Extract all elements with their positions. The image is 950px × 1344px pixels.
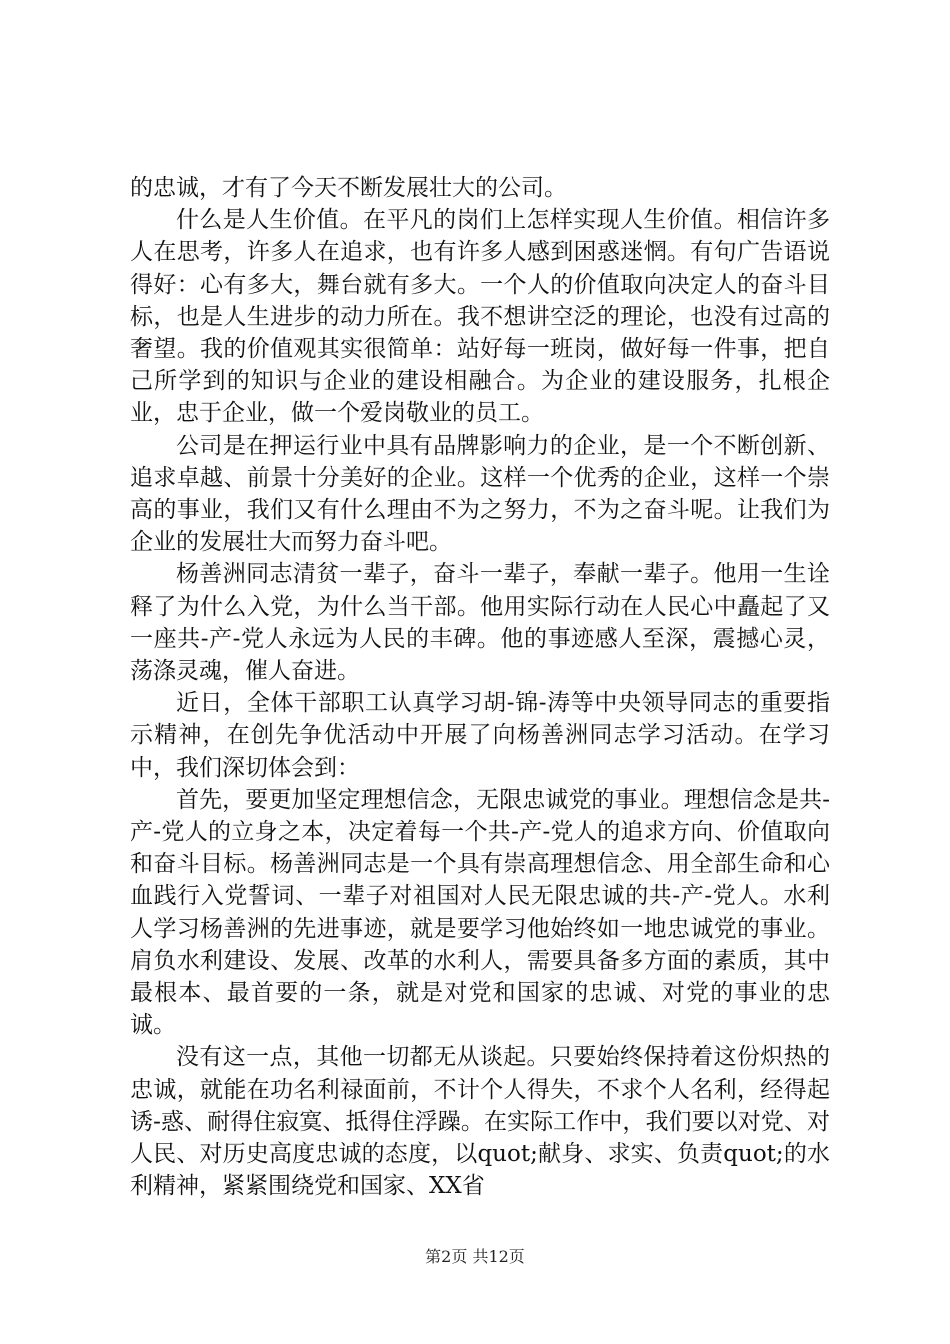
document-body	[130, 172, 830, 1203]
paragraph-company: 公司是在押运行业中具有品牌影响力的企业，是一个不断创新、追求卓越、前景十分美好的企业。这样一个优秀的企业，这样一个崇高的事业，我们又有什么理由不为之努力，不为之奋斗呢。让我们为企业的发展壮大而努力奋斗吧。	[130, 432, 830, 556]
paragraph-continuation: 的忠诚，才有了今天不断发展壮大的公司。	[130, 175, 567, 201]
paragraph-life-value: 什么是人生价值。在平凡的岗们上怎样实现人生价值。相信许多人在思考，许多人在追求，也有许多人感到困惑迷惘。有句广告语说得好：心有多大，舞台就有多大。一个人的价值取向决定人的奋斗目标，也是人生进步的动力所在。我不想讲空泛的理论，也没有过高的奢望。我的价值观其实很简单：站好每一班岗，做好每一件事，把自己所学到的知识与企业的建设相融合。为企业的建设服务，扎根企业，忠于企业，做一个爱岗敬业的员工。	[130, 207, 830, 427]
paragraph-loyalty: 没有这一点，其他一切都无从谈起。只要始终保持着这份炽热的忠诚，就能在功名利禄面前，不计个人得失，不求个人名利，经得起诱-惑、耐得住寂寞、抵得住浮躁。在实际工作中，我们要以对党、对人民、对历史高度忠诚的态度，以quot;献身、求实、负责quot;的水利精神，紧紧围绕党和国家、XX省	[130, 1044, 830, 1200]
paragraph-recent-study: 近日，全体干部职工认真学习胡-锦-涛等中央领导同志的重要指示精神，在创先争优活动中开展了向杨善洲同志学习活动。在学习中，我们深切体会到：	[130, 690, 830, 781]
paragraph-yang-shanzhou: 杨善洲同志清贫一辈子，奋斗一辈子，奉献一辈子。他用一生诠释了为什么入党，为什么当干部。他用实际行动在人民心中矗起了又一座共-产-党人永远为人民的丰碑。他的事迹感人至深，震撼心灵，荡涤灵魂，催人奋进。	[130, 561, 830, 685]
page-number-footer: 第2页 共12页	[425, 1247, 525, 1266]
paragraph-first-point: 首先，要更加坚定理想信念，无限忠诚党的事业。理想信念是共-产-党人的立身之本，决定着每一个共-产-党人的追求方向、价值取向和奋斗目标。杨善洲同志是一个具有崇高理想信念、用全部生命和心血践行入党誓词、一辈子对祖国对人民无限忠诚的共-产-党人。水利人学习杨善洲的先进事迹，就是要学习他始终如一地忠诚党的事业。肩负水利建设、发展、改革的水利人，需要具备多方面的素质，其中最根本、最首要的一条，就是对党和国家的忠诚、对党的事业的忠诚。	[130, 786, 830, 1039]
